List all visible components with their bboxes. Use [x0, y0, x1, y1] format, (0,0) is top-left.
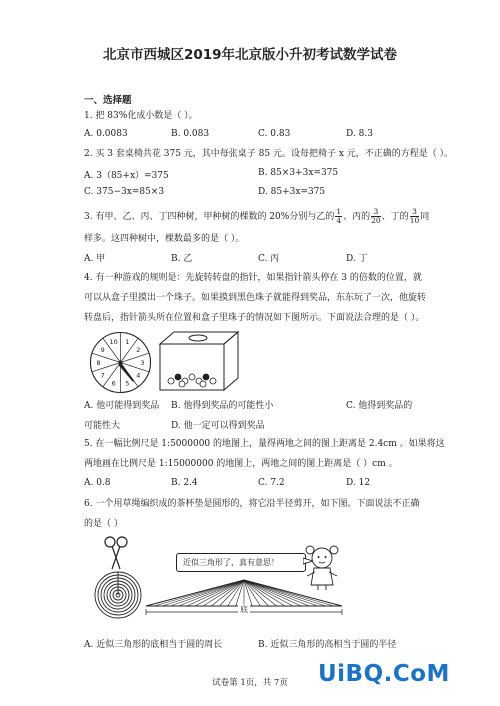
q1-option-d[interactable]: D. 8.3 — [346, 129, 373, 139]
q4-option-c[interactable]: C. 他得到奖品的 — [346, 401, 413, 411]
q4-option-b[interactable]: B. 他得到奖品的可能性小 — [171, 401, 274, 411]
q3-f1-den: 4 — [336, 216, 342, 225]
watermark-logo: UiBQ.CoM — [318, 661, 450, 687]
question-6-line1: 6. 一个用草绳编织成的茶杯垫是圆形的，将它沿半径剪开，如下图。下面说法不正确 — [84, 499, 420, 509]
triangle-strand-line — [154, 580, 244, 606]
question-4-line3: 转盘后，指针箭头所在位置和盒子里珠子的情况如下图所示。下面说法合理的是（ ）。 — [84, 313, 425, 323]
q5-option-d[interactable]: D. 12 — [346, 478, 371, 488]
triangle-strand-line — [244, 580, 318, 606]
speech-bubble-text: 近似三角形了，真有意思！ — [183, 558, 279, 567]
q1-option-c[interactable]: C. 0.83 — [258, 129, 291, 139]
question-1-text: 1. 把 83%化成小数是（ ）。 — [84, 111, 198, 121]
q3-text-a: 3. 有甲、乙、丙、丁四种树，甲种树的棵数的 20%分别与乙的 — [84, 212, 335, 222]
q2-option-c[interactable]: C. 375−3x=85×3 — [84, 187, 165, 197]
speech-bubble — [176, 553, 306, 572]
spinner-number: 3 — [140, 358, 145, 367]
q4-option-c-continued: 可能性大 — [84, 421, 121, 431]
question-5-line1: 5. 在一幅比例尺是 1:5000000 的地图上，量得两地之间的图上距离是 2.4cm 。如果将这 — [84, 439, 445, 449]
q2-option-d[interactable]: D. 85+3x=375 — [258, 187, 326, 197]
q3-f1-num: 1 — [336, 207, 342, 216]
q3-f2-den: 20 — [371, 216, 381, 225]
q6-option-b[interactable]: B. 近似三角形的高相当于圆的半径 — [258, 640, 397, 650]
section-heading: 一、选择题 — [84, 95, 132, 106]
q3-f3-den: 10 — [409, 216, 420, 225]
q3-text-d: 同 — [420, 212, 430, 222]
q2-option-a[interactable]: A. 3（85+x）=375 — [84, 171, 169, 181]
q3-option-d[interactable]: D. 丁 — [346, 254, 368, 264]
q3-option-c[interactable]: C. 丙 — [258, 254, 280, 264]
spinner-number: 7 — [100, 371, 105, 380]
triangle-strand-line — [171, 580, 245, 606]
question-3-line2: 样多。这四种树中，棵数最多的是（ ）。 — [84, 234, 245, 244]
spinner-number: 5 — [125, 379, 130, 388]
circular-mat-figure — [93, 570, 143, 620]
spinner-number: 2 — [136, 345, 141, 354]
triangle-strand-line — [244, 580, 309, 606]
triangle-strand-line — [244, 580, 334, 606]
spinner-number: 4 — [136, 371, 141, 380]
spinner-number: 1 — [125, 337, 130, 346]
q4-option-d[interactable]: D. 他一定可以得到奖品 — [171, 421, 265, 431]
q2-option-b[interactable]: B. 85×3+3x=375 — [258, 168, 339, 178]
q3-fraction-1 — [335, 208, 342, 225]
q3-fraction-3 — [410, 208, 420, 225]
q3-option-a[interactable]: A. 甲 — [84, 254, 106, 264]
q6-option-a[interactable]: A. 近似三角形的底相当于圆的周长 — [84, 640, 223, 650]
q3-option-b[interactable]: B. 乙 — [171, 254, 193, 264]
q5-option-c[interactable]: C. 7.2 — [258, 478, 285, 488]
q3-text-b: 、丙的 — [343, 212, 371, 222]
page-title: 北京市西城区2019年北京版小升初考试数学试卷 — [102, 47, 398, 63]
question-2-text: 2. 买 3 套桌椅共花 375 元，其中每张桌子 85 元。设每把椅子 x 元，不正确的方程是（ ）。 — [84, 149, 454, 159]
spinner-number: 10 — [109, 337, 118, 346]
spinner-number: 8 — [96, 358, 101, 367]
triangle-base-label: 底 — [240, 605, 248, 614]
q4-option-a[interactable]: A. 他可能得到奖品 — [84, 401, 160, 411]
q1-option-a[interactable]: A. 0.0083 — [84, 129, 128, 139]
spinner-divider — [121, 353, 150, 362]
page-footer: 试卷第 1页，共 7页 — [212, 678, 288, 688]
spinner-number: 9 — [100, 345, 105, 354]
question-5-line2: 两地画在比例尺是 1:15000000 的地图上，两地之间的图上距离是（ ）cm 。 — [84, 459, 398, 469]
spinner-figure — [88, 330, 153, 395]
spinner-number: 6 — [111, 379, 116, 388]
scissors-icon — [103, 535, 129, 571]
q5-option-b[interactable]: B. 2.4 — [171, 478, 198, 488]
q3-fraction-2 — [371, 208, 381, 225]
question-6-line2: 的是（ ） — [84, 519, 123, 529]
q5-option-a[interactable]: A. 0.8 — [84, 478, 111, 488]
q3-text-c: 、丁的 — [381, 212, 409, 222]
q3-f3-num: 3 — [410, 208, 420, 217]
q3-f2-num: 3 — [371, 208, 381, 217]
bead-box-figure — [158, 330, 240, 392]
question-3-line1 — [84, 208, 429, 225]
question-4-line2: 可以从盒子里摸出一个珠子。如果摸到黑色珠子就能得到奖品，东东玩了一次，他旋转 — [84, 293, 427, 303]
approx-triangle-figure — [144, 576, 344, 626]
question-4-line1: 4. 有一种游戏的规则是：先旋转转盘的指针，如果指针箭头停在 3 的倍数的位置，就 — [84, 273, 422, 283]
triangle-strand-line — [179, 580, 244, 606]
q1-option-b[interactable]: B. 0.083 — [171, 129, 210, 139]
